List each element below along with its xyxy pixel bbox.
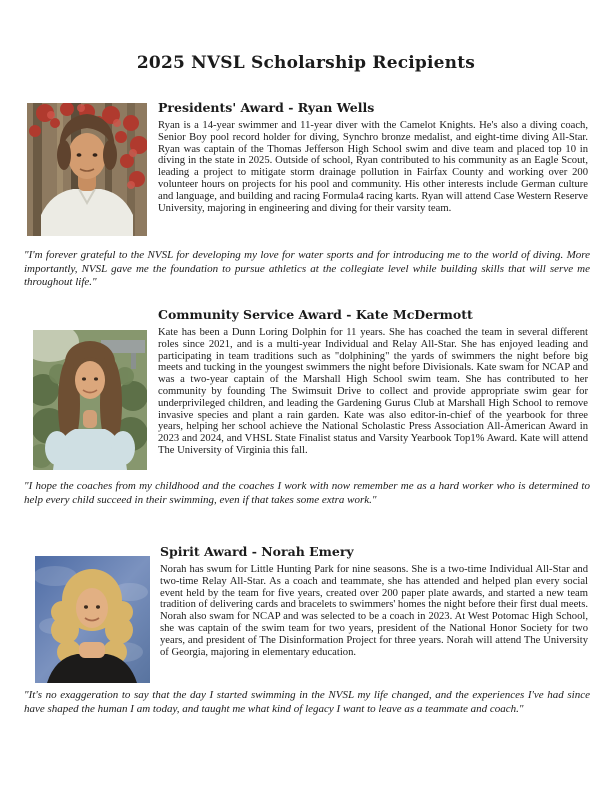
ryan-photo [27,103,147,236]
award-body: Norah has swum for Little Hunting Park for nine seasons. She is a two-time Individual All-Star and two-time Relay All-Star. As a coach and teammate, she has attended and helped plan every social event held by the team for five years, created over 200 paper plate awards, and started a new team tradition of delivering cards and bracelets to swimmers' homes the night before their first dual meets. Norah also swam for NCAP and was selected to be a coach in 2023. At West Potomac High School, she was captain of the swim team for two years, president of the National Honor Society for two years, and president of The Disinformation Project for three years. Norah will attend The University of Georgia, majoring in elementary education. [160,564,588,658]
norah-photo-illustration [35,556,150,683]
award-quote: "It's no exaggeration to say that the day I started swimming in the NVSL my life changed, and the experiences I've had since have shaped the human I am today, and taught me what kind of legacy I want to leave as a teammate and coach." [24,689,590,715]
award-section-presidents [158,100,588,214]
award-heading: Spirit Award - Norah Emery [160,544,354,559]
award-heading: Community Service Award - Kate McDermott [158,307,473,322]
ryan-photo-illustration [27,103,147,236]
page-title: 2025 NVSL Scholarship Recipients [136,53,476,73]
award-quote: "I hope the coaches from my childhood and the coaches I work with now remember me as a hard worker who is determined to help every child succeed in their swimming, even if that takes some extra work." [24,480,590,506]
award-body: Kate has been a Dunn Loring Dolphin for 11 years. She has coached the team in several different roles since 2021, and is a multi-year Individual and Relay All-Star. She has enjoyed leading and participating in team traditions such as "dolphining" the yards of swimmers the night before big meets and tucking in the youngest swimmers the night before Divisionals. Kate swam for NCAP and was a two-year captain of the Marshall High School swim team. She has contributed to her community by founding The Swimsuit Drive to collect and provide appropriate swim gear for underprivileged children, and leading the Gardening Gurus Club at Marshall High School to remove invasive species and plant a rain garden. Kate was also editor-in-chief of the yearbook for three years, helping her school achieve the National Scholastic Press Association All-American Award in 2023 and 2024, and VHSL State Finalist status and Varsity Yearbook Top1% Award. Kate will attend The University of Virginia this fall. [158,327,588,456]
award-body: Ryan is a 14-year swimmer and 11-year diver with the Camelot Knights. He's also a diving coach, Senior Boy pool record holder for diving, Synchro bronze medalist, and eight-time diving All-Star. Ryan was captain of the Thomas Jefferson High School swim and dive team and placed top 10 in diving in the state in 2025. Outside of school, Ryan contributed to his community as an Eagle Scout, leading a project to mitigate storm drainage pollution in Fairfax County and working over 200 volunteer hours on projects for his pool and community. His other interests include German culture and language, and building and racing Formula4 racing karts. Ryan will attend Case Western Reserve University, majoring in engineering and diving for their varsity team. [158,120,588,214]
award-heading: Presidents' Award - Ryan Wells [158,100,375,115]
norah-photo [35,556,150,683]
kate-photo [33,330,147,470]
kate-photo-illustration [33,330,147,470]
award-section-spirit [160,544,588,658]
award-section-community-service [158,307,588,457]
award-quote: "I'm forever grateful to the NVSL for developing my love for water sports and for introducing me to the world of diving. More importantly, NVSL gave me the foundation to pursue athletics at the collegiate level while building skills that will serve me throughout life." [24,249,590,289]
